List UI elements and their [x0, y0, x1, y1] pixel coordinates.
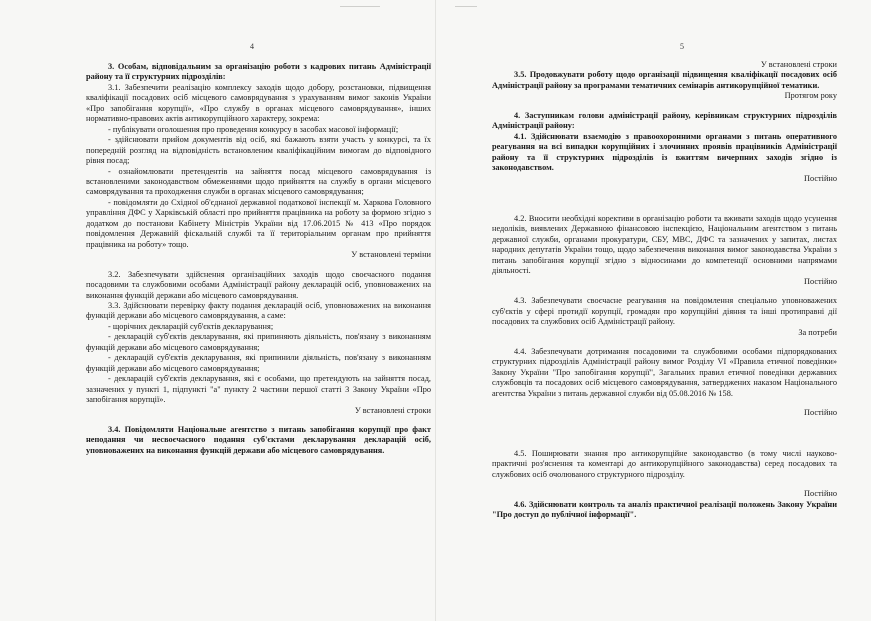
paragraph: 4.6. Здійснювати контроль та аналіз практичної реалізації положень Закону України "Про доступ до публічної інформації". — [492, 499, 837, 519]
paragraph: - здійснювати прийом документів від осіб, які бажають взяти участь у конкурсі, та їх попередній розгляд на відповідність встановленим кваліфікаційним вимогам до відповідного рівня посад; — [86, 135, 431, 166]
page-content — [86, 62, 431, 456]
paragraph: 3. Особам, відповідальним за організацію роботи з кадрових питань Адміністрації району та її структурних підрозділів: — [86, 62, 431, 82]
deadline-label: У встановлені терміни — [351, 250, 431, 260]
deadline-label: Постійно — [804, 173, 837, 183]
deadline-label: У встановлені строки — [760, 60, 837, 69]
deadline-label: У встановлені строки — [354, 405, 431, 415]
spacer — [86, 261, 431, 270]
paragraph: - декларацій суб'єктів декларування, які припинили діяльність, пов'язану з виконанням функцій держави або місцевого самоврядування; — [86, 353, 431, 373]
paragraph: 3.3. Здійснювати перевірку факту подання декларацій осіб, уповноважених на виконання функцій держави або місцевого самоврядування, а саме: — [86, 300, 431, 321]
spacer — [492, 184, 837, 214]
paragraph: 4.1. Здійснювати взаємодію з правоохоронними органами з питань оперативного реагування на всі випадки корупційних і злочинних проявів працівників Адміністрації району та її структурних підрозділів із вжиттям вичерпних заходів згідно із законодавством. — [492, 131, 837, 173]
paragraph: 3.4. Повідомляти Національне агентство з питань запобігання корупції про факт неподання чи несвоєчасного подання суб'єктами декларування декларацій осіб, уповноважених на виконання функцій держави або місцевого самоврядування. — [86, 424, 431, 455]
paragraph: 4.2. Вносити необхідні корективи в організацію роботи та вживати заходів щодо усунення недоліків, виявлених Державною фінансовою інспекцією, Національним агентством з питань державної служби, органами прокуратури, СБУ, МВС, ДФС та зазначених у запитах, листах народних депутатів України тощо, щодо забезпечення виконання вимог законодавства України з питань запобігання корупції згідно з відносинами до компетенції основними напрямами діяльності. — [492, 213, 837, 276]
paragraph: - декларацій суб'єктів декларування, які припиняють діяльність, пов'язану з виконанням функцій держави або місцевого самоврядування; — [86, 332, 431, 352]
spacer — [492, 399, 837, 408]
paragraph: - щорічних декларацій суб'єктів декларування; — [108, 321, 274, 331]
page-content — [492, 60, 837, 520]
paragraph: 4. Заступникам голови адміністрації району, керівникам структурних підрозділів Адміністрації району: — [492, 110, 837, 131]
spacer — [492, 102, 837, 111]
deadline-label: Постійно — [804, 276, 837, 286]
spacer — [492, 480, 837, 489]
paragraph: 4.5. Поширювати знання про антикорупційне законодавство (в тому числі науково-практичні роз'яснення та коментарі до антикорупційного законодавства) серед посадових та службових осіб очолюваного структурного підрозділу. — [492, 448, 837, 479]
left-page — [0, 0, 435, 621]
spacer — [492, 287, 837, 296]
paragraph: 4.4. Забезпечувати дотримання посадовими та службовими особами підпорядкованих структурних підрозділів Адміністрації району вимог Розділу VI «Правила етичної поведінки» Закону України "Про запобігання корупції", Загальних правил етичної поведінки державних службовців та посадових осіб місцевого самоврядування, затверджених наказом Національного агентства України з питань державної служби від 05.08.2016 № 158. — [492, 346, 837, 398]
deadline-label: Протягом року — [784, 91, 837, 101]
spacer — [86, 416, 431, 425]
paragraph: 3.1. Забезпечити реалізацію комплексу заходів щодо добору, розстановки, підвищення кваліфікації посадових осіб місцевого самоврядування з урахуванням вимог законів України «Про запобігання корупції», «Про службу в органах місцевого самоврядування», інших нормативно-правових актів антикорупційного характеру, зокрема: — [86, 82, 431, 124]
paragraph: 3.5. Продовжувати роботу щодо організації підвищення кваліфікації посадових осіб Адміністрації району за програмами тематичних семінарів антикорупційної тематики. — [492, 70, 837, 90]
paragraph: - декларацій суб'єктів декларування, які є особами, що претендують на зайняття посад, зазначених у пункті 1, підпункті "а" пункту 2 частини першої статті 3 Закону України «Про запобігання корупції». — [86, 374, 431, 405]
page-number: 5 — [680, 42, 684, 51]
deadline-label: Постійно — [804, 408, 837, 418]
deadline-label: За потреби — [798, 327, 837, 337]
paragraph: 4.3. Забезпечувати своєчасне реагування на повідомлення спеціально уповноважених суб'єктів у сфері протидії корупції, громадян про корупційні діяння та інші протиправні дії посадових та службових осіб Адміністрації району. — [492, 296, 837, 327]
page-number: 4 — [250, 42, 254, 51]
deadline-label: Постійно — [804, 489, 837, 499]
spacer — [492, 419, 837, 449]
paragraph: - повідомляти до Східної об'єднаної державної податкової інспекції м. Харкова Головного управління ДФС у Харківській області про прийняття працівника на роботу за формою згідно з додатком до постанови Кабінету Міністрів України від 17.06.2015 № 413 «Про порядок повідомлення Державній фіскальній службі та її територіальним органам про прийняття працівника на роботу» тощо. — [86, 197, 431, 249]
paragraph: 3.2. Забезпечувати здійснення організаційних заходів щодо своєчасного подання посадовими та службовими особами Адміністрації району декларацій осіб, уповноважених на виконання функцій держави або місцевого самоврядування. — [86, 269, 431, 300]
paragraph: - публікувати оголошення про проведення конкурсу в засобах масової інформації; — [108, 124, 399, 134]
spacer — [492, 338, 837, 347]
paragraph: - ознайомлювати претендентів на зайняття посад місцевого самоврядування із встановленими законодавством обмеженнями щодо прийняття на службу в органи місцевого самоврядування та проходження служби в органах місцевого самоврядування; — [86, 166, 431, 197]
right-page — [436, 0, 871, 621]
